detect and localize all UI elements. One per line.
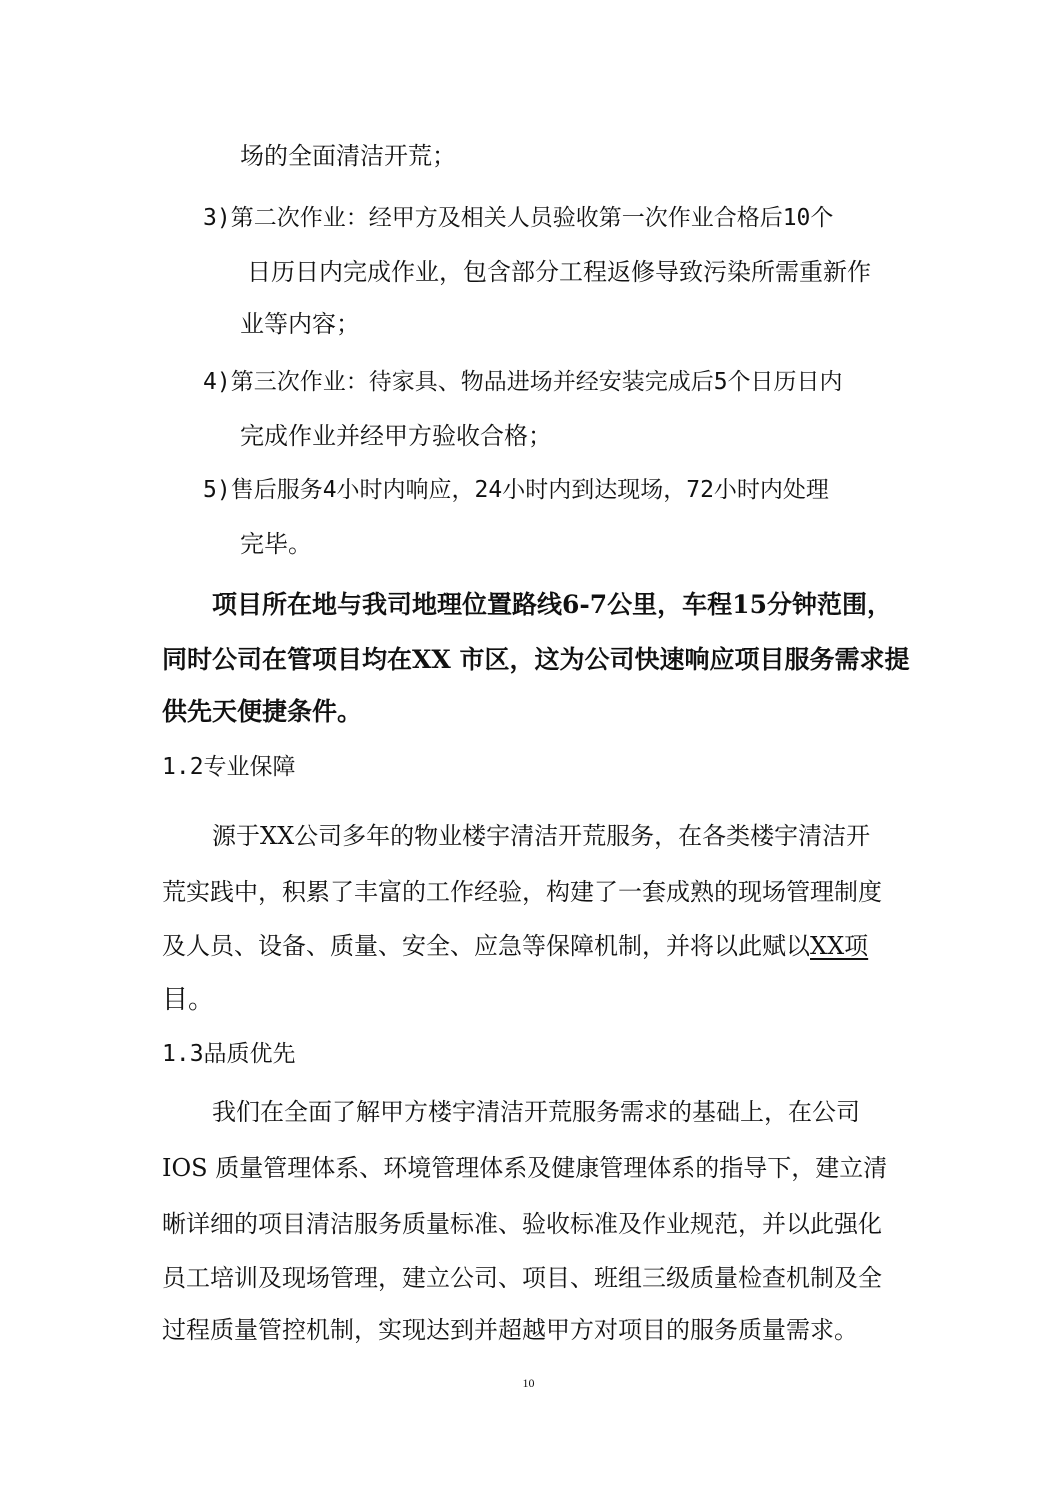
list-item-4-line-1: 4)第三次作业：待家具、物品进场并经安装完成后5个日历日内 (203, 369, 843, 395)
section-1-3-line-4: 员工培训及现场管理，建立公司、项目、班组三级质量检查机制及全 (162, 1264, 882, 1292)
section-1-2-line-4: 目。 (162, 985, 215, 1015)
bold-paragraph-line-2: 同时公司在管项目均在XX 市区，这为公司快速响应项目服务需求提 (162, 645, 910, 674)
list-item-3-line-2: 日历日内完成作业，包含部分工程返修导致污染所需重新作 (247, 258, 871, 286)
section-1-3-heading: 1.3品质优先 (162, 1041, 296, 1067)
section-1-3-line-2: IOS 质量管理体系、环境管理体系及健康管理体系的指导下，建立清 (162, 1154, 888, 1182)
page-number: 10 (522, 1376, 535, 1390)
bold-paragraph-line-3: 供先天便捷条件。 (162, 697, 363, 726)
list-item-4-line-2: 完成作业并经甲方验收合格； (240, 422, 552, 450)
list-item-5-line-2: 完毕。 (240, 530, 312, 558)
section-1-2-line-1: 源于XX公司多年的物业楼宇清洁开荒服务，在各类楼宇清洁开 (212, 822, 871, 850)
list-item-5-line-1: 5)售后服务4小时内响应，24小时内到达现场，72小时内处理 (203, 477, 829, 503)
list-item-3-line-3: 业等内容； (240, 310, 360, 338)
section-1-2-line-3 (162, 930, 868, 962)
list-item-3-line-1: 3)第二次作业：经甲方及相关人员验收第一次作业合格后10个 (203, 205, 834, 231)
section-1-2-line-3-text: 及人员、设备、质量、安全、应急等保障机制，并将以此赋以 (162, 932, 810, 960)
underlined-project-name: XX项 (810, 932, 869, 960)
section-1-3-line-1: 我们在全面了解甲方楼宇清洁开荒服务需求的基础上，在公司 (212, 1098, 860, 1126)
bold-paragraph-line-1: 项目所在地与我司地理位置路线6-7公里，车程15分钟范围， (212, 590, 892, 619)
section-1-2-line-2: 荒实践中，积累了丰富的工作经验，构建了一套成熟的现场管理制度 (162, 878, 882, 906)
section-1-3-line-5: 过程质量管控机制，实现达到并超越甲方对项目的服务质量需求。 (162, 1316, 858, 1344)
continuation-line: 场的全面清洁开荒； (240, 142, 456, 170)
section-1-3-line-3: 晰详细的项目清洁服务质量标准、验收标准及作业规范，并以此强化 (162, 1210, 882, 1238)
section-1-2-heading: 1.2专业保障 (162, 754, 296, 780)
